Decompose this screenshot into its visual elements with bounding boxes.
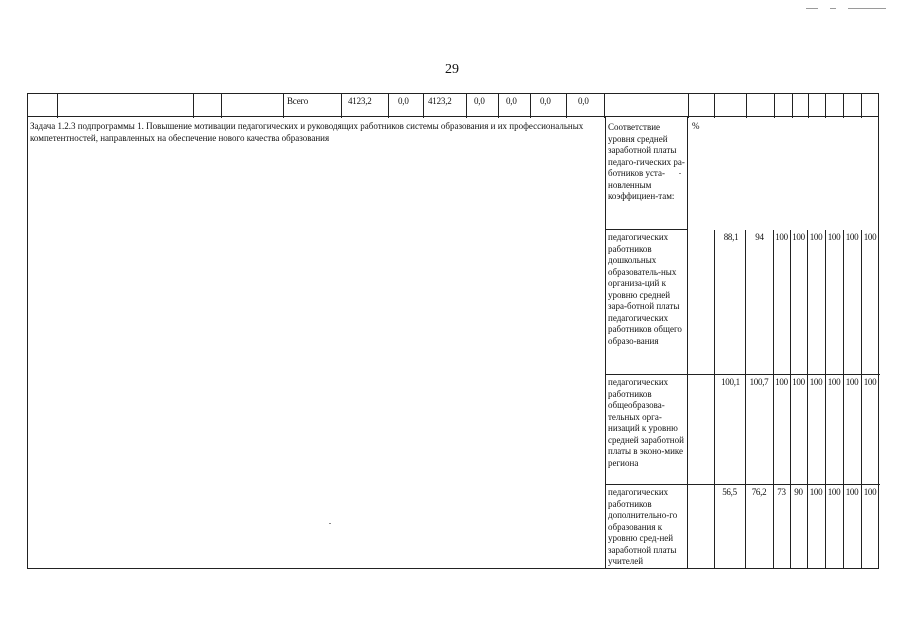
- value-cell: 100: [863, 232, 877, 242]
- task-table: [27, 116, 879, 569]
- value-cell: 100: [809, 232, 823, 242]
- value-cell: 73: [777, 487, 786, 497]
- task-description: Задача 1.2.3 подпрограммы 1. Повышение мотивации педагогических и руководящих работников системы образования и их профессиональных компетентностей, направленных на обеспечение нового качества образования: [30, 121, 584, 143]
- value-cell: 90: [794, 487, 803, 497]
- scan-mark: [848, 8, 886, 9]
- value-cell: 100: [775, 232, 788, 242]
- value-cell: 100: [809, 377, 823, 387]
- value-cell: 100: [775, 377, 788, 387]
- value-cell: 100: [827, 232, 841, 242]
- summary-value: 0,0: [540, 96, 551, 106]
- value-cell: 100: [827, 487, 841, 497]
- value-cell: 100: [863, 487, 877, 497]
- value-cell: 100: [845, 487, 859, 497]
- value-cell: 76,2: [751, 487, 767, 497]
- page-number: 29: [445, 62, 459, 77]
- scan-speck: [329, 523, 331, 524]
- scan-mark: [830, 8, 836, 9]
- scan-speck: [679, 173, 681, 174]
- summary-value: 0,0: [578, 96, 589, 106]
- summary-value: 4123,2: [348, 96, 372, 106]
- summary-value: 0,0: [398, 96, 409, 106]
- summary-value: 0,0: [506, 96, 517, 106]
- value-cell: 94: [755, 232, 764, 242]
- summary-value: 4123,2: [428, 96, 452, 106]
- summary-value: 0,0: [474, 96, 485, 106]
- value-cell: 100: [792, 377, 805, 387]
- indicator-header: Соответствие уровня средней заработной платы педаго-гических ра-ботников уста-новленным коэффициен-там:: [608, 122, 685, 201]
- indicator-general-education: педагогических работников общеобразова-тельных орга-низаций к уровню средней заработной платы в эконо-мике региона: [608, 377, 684, 468]
- value-cell: 100: [863, 377, 877, 387]
- value-cell: 100: [827, 377, 841, 387]
- value-cell: 88,1: [723, 232, 739, 242]
- value-cell: 100: [809, 487, 823, 497]
- indicator-preschool: педагогических работников дошкольных образователь-ных организа-ций к уровню средней зара-ботной платы педагогических работников общего образо-вания: [608, 232, 682, 346]
- summary-row: [27, 93, 879, 117]
- value-cell: 100,7: [749, 377, 769, 387]
- unit-label: %: [692, 121, 700, 131]
- value-cell: 100: [845, 377, 859, 387]
- value-cell: 56,5: [722, 487, 737, 497]
- indicator-additional-education: педагогических работников дополнительно-го образования к уровню сред-ней заработной платы учителей: [608, 487, 678, 566]
- value-cell: 100: [845, 232, 859, 242]
- value-cell: 100: [792, 232, 805, 242]
- summary-label: Всего: [287, 96, 309, 106]
- scan-mark: [806, 8, 818, 9]
- value-cell: 100,1: [721, 377, 740, 387]
